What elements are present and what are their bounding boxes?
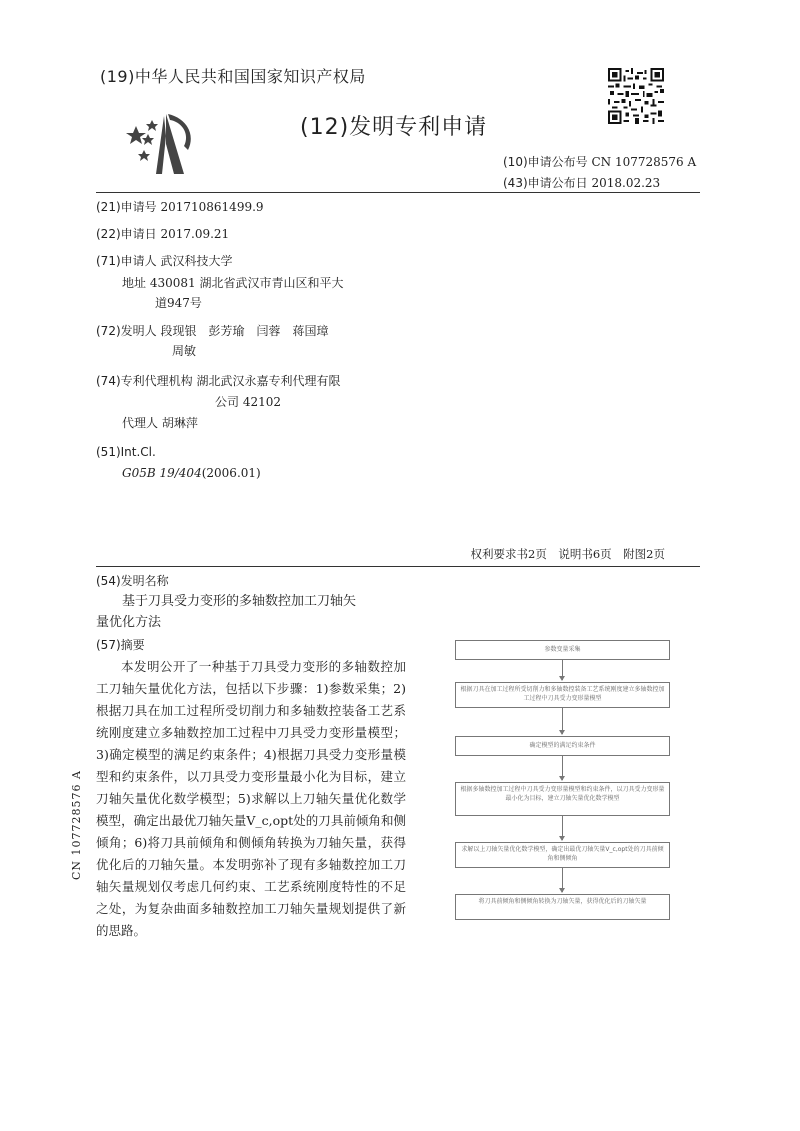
- agent-row: [122, 412, 198, 434]
- address-label: 地址: [122, 276, 147, 290]
- application-date-row: [96, 223, 229, 245]
- address-line2: 道947号: [155, 296, 202, 310]
- patent-office-name: (19)中华人民共和国国家知识产权局: [100, 67, 366, 86]
- abstract-label: (57)摘要: [96, 638, 145, 652]
- applicant: 武汉科技大学: [160, 254, 233, 268]
- inventor-row: [96, 320, 328, 342]
- publication-number-label: (10)申请公布号: [503, 155, 588, 169]
- int-cl-classification: [122, 462, 261, 484]
- flow-step-2: 根据刀具在加工过程所受切削力和多轴数控装备工艺系统刚度建立多轴数控加工过程中刀具受力变形量模型: [455, 682, 670, 708]
- abstract-divider: [96, 566, 700, 567]
- invention-title-label: (54)发明名称: [96, 574, 169, 588]
- inventor-line1: 段现银 彭芳瑜 闫蓉 蒋国璋: [160, 324, 329, 338]
- flow-step-1: 参数变量采集: [455, 640, 670, 660]
- agency-row: [96, 370, 340, 392]
- side-publication-number: CN 107728576 A: [70, 770, 83, 880]
- abstract-flowchart: [455, 640, 670, 920]
- address-line1: 430081 湖北省武汉市青山区和平大: [149, 276, 344, 290]
- application-number-row: [96, 196, 264, 218]
- flow-step-6: 将刀具前倾角和侧倾角转换为刀轴矢量，获得优化后的刀轴矢量: [455, 894, 670, 920]
- publication-date: 2018.02.23: [591, 176, 661, 190]
- document-type-title: (12)发明专利申请: [300, 115, 488, 140]
- flow-arrow-2: [562, 708, 563, 734]
- applicant-row: [96, 250, 232, 272]
- flow-step-5: 求解以上刀轴矢量优化数学模型，确定出最优刀轴矢量V_c,opt处的刀具前倾角和侧倾角: [455, 842, 670, 868]
- application-number-label: (21)申请号: [96, 200, 157, 214]
- flow-arrow-4: [562, 816, 563, 840]
- publication-date-row: [503, 174, 660, 191]
- int-cl-year: (2006.01): [201, 466, 261, 480]
- applicant-label: (71)申请人: [96, 254, 157, 268]
- cnipa-logo-icon: [126, 106, 206, 176]
- flow-arrow-3: [562, 756, 563, 780]
- qr-code-icon: [608, 68, 664, 124]
- inventor-label: (72)发明人: [96, 324, 157, 338]
- int-cl-label: (51)Int.Cl.: [96, 445, 156, 459]
- publication-number-row: [503, 153, 696, 170]
- int-cl-code: G05B 19/404: [122, 466, 202, 480]
- address-row: [122, 272, 343, 294]
- agency-line2: 公司 42102: [215, 395, 281, 409]
- publication-number: CN 107728576 A: [591, 155, 697, 169]
- flow-step-3: 确定模型的满足约束条件: [455, 736, 670, 756]
- header-divider: [96, 192, 700, 193]
- application-date-label: (22)申请日: [96, 227, 157, 241]
- flow-step-4: 根据多轴数控加工过程中刀具受力变形量模型和约束条件，以刀具受力变形量最小化为目标，建立刀轴矢量优化数学模型: [455, 782, 670, 816]
- invention-title-line1: 基于刀具受力变形的多轴数控加工刀轴矢: [122, 594, 357, 609]
- inventor-line2: 周敏: [172, 344, 197, 358]
- agent-label: 代理人: [122, 416, 159, 430]
- agency-line1: 湖北武汉永嘉专利代理有限: [196, 374, 341, 388]
- invention-title-line2: 量优化方法: [96, 615, 162, 630]
- application-number: 201710861499.9: [160, 200, 264, 214]
- flow-arrow-1: [562, 660, 563, 680]
- agency-label: (74)专利代理机构: [96, 374, 193, 388]
- flow-arrow-5: [562, 868, 563, 892]
- page-counts: 权利要求书2页 说明书6页 附图2页: [470, 547, 665, 561]
- agent: 胡琳萍: [161, 416, 198, 430]
- abstract-text: 本发明公开了一种基于刀具受力变形的多轴数控加工刀轴矢量优化方法，包括以下步骤：1)参数采集；2)根据刀具在加工过程所受切削力和多轴数控装备工艺系统刚度建立多轴数控加工过程中刀具受力变形量模型；3)确定模型的满足约束条件；4)根据刀具受力变形量模型和约束条件，以刀具受力变形量最小化为目标，建立刀轴矢量优化数学模型；5)求解以上刀轴矢量优化数学模型，确定出最优刀轴矢量V_c,opt处的刀具前倾角和侧倾角；6)将刀具前倾角和侧倾角转换为刀轴矢量，获得优化后的刀轴矢量。本发明弥补了现有多轴数控加工刀轴矢量规划仅考虑几何约束、工艺系统刚度特性的不足之处，为复杂曲面多轴数控加工刀轴矢量规划提供了新的思路。: [96, 659, 406, 938]
- publication-date-label: (43)申请公布日: [503, 176, 588, 190]
- application-date: 2017.09.21: [160, 227, 230, 241]
